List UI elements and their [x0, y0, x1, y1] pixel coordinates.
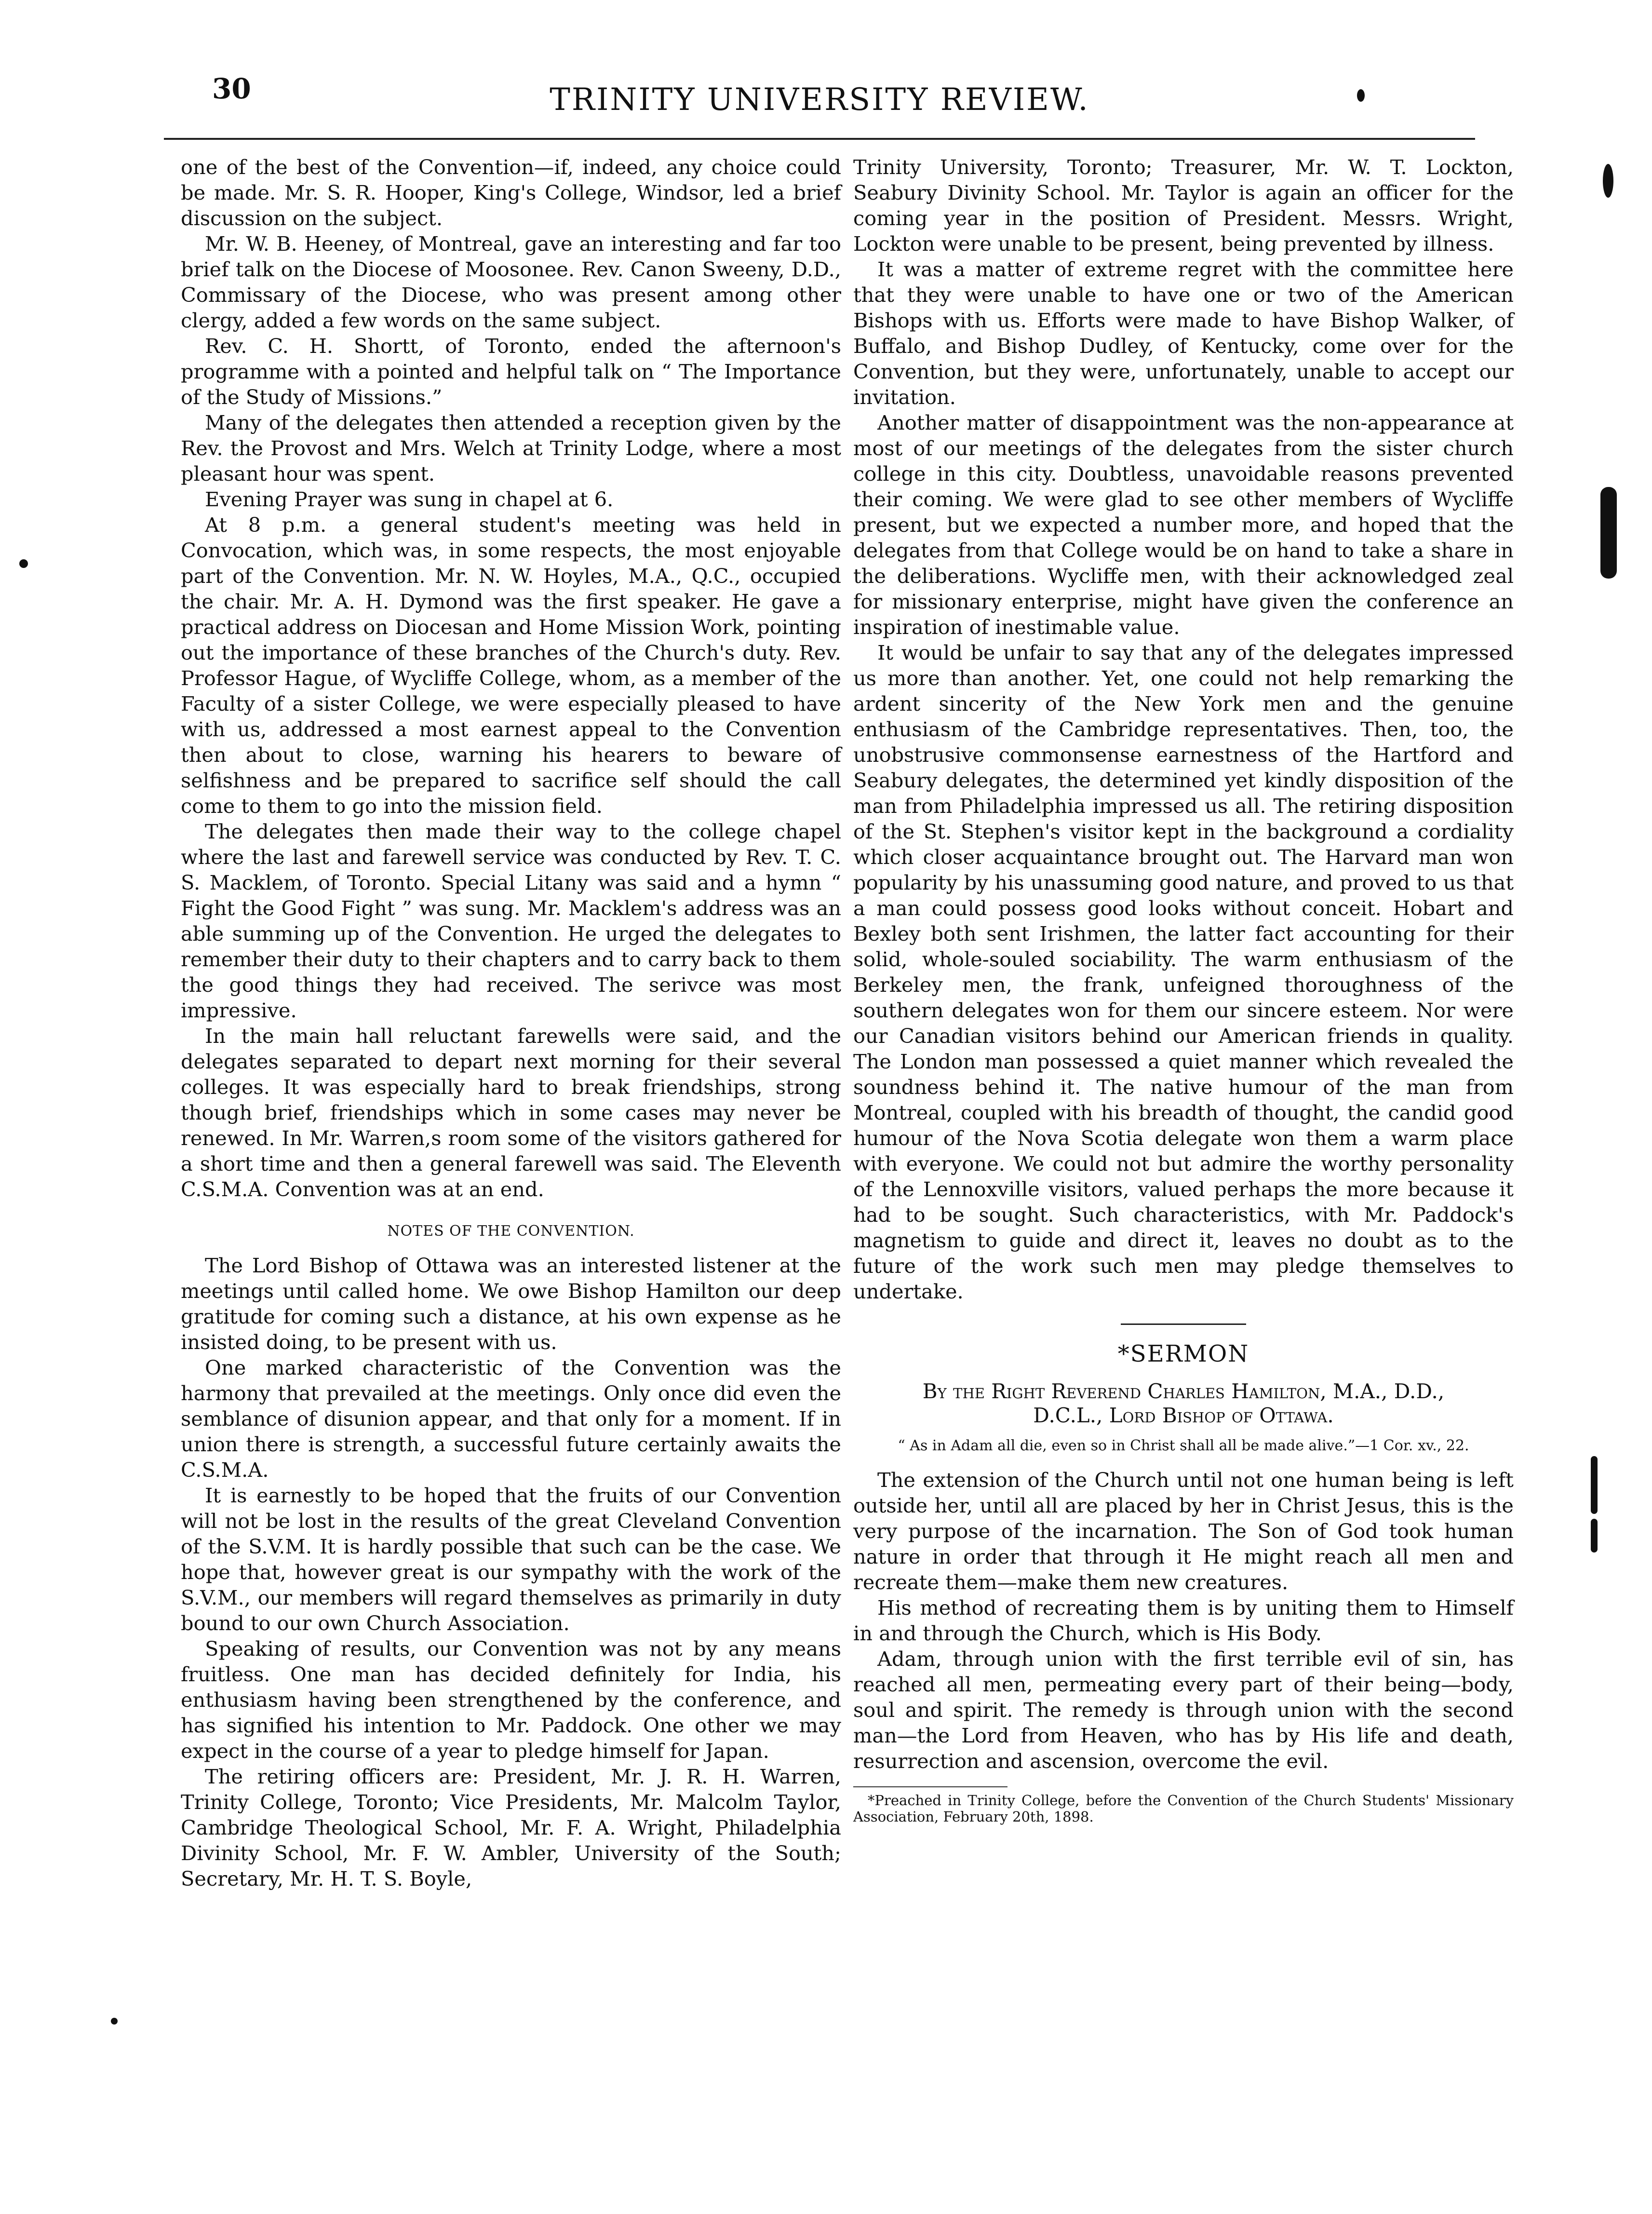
scan-speck [1603, 164, 1613, 198]
scan-speck [111, 2018, 118, 2025]
paragraph: Many of the delegates then attended a reception given by the Rev. the Provost and Mrs. Welch at Trinity Lodge, where a most pleasant hour was spent. [181, 411, 841, 486]
paragraph: Mr. W. B. Heeney, of Montreal, gave an interesting and far too brief talk on the Diocese of Moosonee. Rev. Canon Sweeny, D.D., Commissary of the Diocese, who was present among other clergy, added a few words on the same subject. [181, 232, 841, 332]
paragraph: Trinity University, Toronto; Treasurer, Mr. W. T. Lockton, Seabury Divinity School. Mr. Taylor is again an officer for the coming year in the position of President. Messrs. Wright, Lockton were unable to be present, being prevented by illness. [853, 155, 1514, 256]
paragraph: Rev. C. H. Shortt, of Toronto, ended the afternoon's programme with a pointed and helpful talk on “ The Importance of the Study of Missions.” [181, 334, 841, 409]
footnote-rule [853, 1786, 1007, 1787]
paragraph: The retiring officers are: President, Mr. J. R. H. Warren, Trinity College, Toronto; Vice Presidents, Mr. Malcolm Taylor, Cambridge Theological School, Mr. F. A. Wright, Philadelphia Divinity School, Mr. F. W. Ambler, University of the South; Secretary, Mr. H. T. S. Boyle, [181, 1765, 841, 1890]
scan-speck [19, 559, 28, 568]
sermon-byline [853, 1379, 1514, 1428]
scan-speck [1600, 487, 1617, 579]
paragraph: The delegates then made their way to the college chapel where the last and farewell service was conducted by Rev. T. C. S. Macklem, of Toronto. Special Litany was said and a hymn “ Fight the Good Fight ” was sung. Mr. Macklem's address was an able summing up of the Convention. He urged the delegates to remember their duty to their chapters and to carry back to them the good things they had received. The serivce was most impressive. [181, 820, 841, 1022]
byline-line-2: D.C.L., Lord Bishop of Ottawa. [1033, 1404, 1334, 1427]
page-header [164, 72, 1475, 125]
right-column [853, 154, 1514, 1825]
section-divider [1121, 1323, 1246, 1325]
paragraph: In the main hall reluctant farewells were said, and the delegates separated to depart next morning for their several colleges. It was especially hard to break friendships, strong though brief, friendships which in some cases may never be renewed. In Mr. Warren,s room some of the visitors gathered for a short time and then a general farewell was said. The Eleventh C.S.M.A. Convention was at an end. [181, 1024, 841, 1201]
sermon-title: *SERMON [1117, 1340, 1249, 1367]
paragraph: One marked characteristic of the Convention was the harmony that prevailed at the meetings. Only once did even the semblance of disunion appear, and that only for a moment. If in union there is strength, a successful future certainly awaits the C.S.M.A. [181, 1356, 841, 1482]
paragraph: At 8 p.m. a general student's meeting was held in Convocation, which was, in some respects, the most enjoyable part of the Convention. Mr. N. W. Hoyles, M.A., Q.C., occupied the chair. Mr. A. H. Dymond was the first speaker. He gave a practical address on Diocesan and Home Mission Work, pointing out the importance of these branches of the Church's duty. Rev. Professor Hague, of Wycliffe College, whom, as a member of the Faculty of a sister College, we were especially pleased to have with us, addressed a most earnest appeal to the Convention then about to close, warning his hearers to beware of selfishness and be prepared to sacrifice self should the call come to them to go into the mission field. [181, 513, 841, 818]
paragraph: The extension of the Church until not one human being is left outside her, until all are placed by her in Christ Jesus, this is the very purpose of the incarnation. The Son of God took human nature in order that through it He might reach all men and recreate them—make them new creatures. [853, 1468, 1514, 1594]
scan-speck [1591, 1519, 1598, 1552]
paragraph: one of the best of the Convention—if, indeed, any choice could be made. Mr. S. R. Hooper, King's College, Windsor, led a brief discussion on the subject. [181, 155, 841, 230]
scan-speck [1357, 89, 1365, 102]
paragraph: It is earnestly to be hoped that the fruits of our Convention will not be lost in the results of the great Cleveland Convention of the S.V.M. It is hardly possible that such can be the case. We hope that, however great is our sympathy with the work of the S.V.M., our members will regard themselves as primarily in duty bound to our own Church Association. [181, 1484, 841, 1635]
scan-speck [1591, 1456, 1598, 1514]
paragraph: Adam, through union with the first terrible evil of sin, has reached all men, permeating every part of their being—body, soul and spirit. The remedy is through union with the second man—the Lord from Heaven, who has by His life and death, resurrection and ascension, overcome the evil. [853, 1647, 1514, 1773]
paragraph: Another matter of disappointment was the non-appearance at most of our meetings of the delegates from the sister church college in this city. Doubtless, unavoidable reasons prevented their coming. We were glad to see other members of Wycliffe present, but we expected a number more, and hoped that the delegates from that College would be on hand to take a share in the deliberations. Wycliffe men, with their acknowledged zeal for missionary enterprise, might have given the conference an inspiration of inestimable value. [853, 411, 1514, 639]
paragraph: Speaking of results, our Convention was not by any means fruitless. One man has decided definitely for India, his enthusiasm having been strengthened by the conference, and has signified his intention to Mr. Paddock. One other we may expect in the course of a year to pledge himself for Japan. [181, 1637, 841, 1763]
page-number: 30 [212, 72, 251, 105]
byline-line-1: By the Right Reverend Charles Hamilton, M.A., D.D., [922, 1379, 1445, 1403]
header-rule [164, 138, 1475, 140]
paragraph: It would be unfair to say that any of the delegates impressed us more than another. Yet, one could not help remarking the ardent sincerity of the New York men and the genuine enthusiasm of the Cambridge representatives. Then, too, the unobstrusive commonsense earnestness of the Hartford and Seabury delegates, the determined yet kindly disposition of the man from Philadelphia impressed us all. The retiring disposition of the St. Stephen's visitor kept in the background a cordiality which closer acquaintance brought out. The Harvard man won popularity by his unassuming good nature, and proved to us that a man could possess good looks without conceit. Hobart and Bexley both sent Irishmen, the latter fact accounting for their solid, whole-souled sociability. The warm enthusiasm of the Berkeley men, the frank, unfeigned thoroughness of the southern delegates won for them our sincere esteem. Nor were our Canadian visitors behind our American friends in quality. The London man possessed a quiet manner which revealed the soundness behind it. The native humour of the man from Montreal, coupled with his breadth of thought, the candid good humour of the Nova Scotia delegate won them a warm place with everyone. We could not but admire the worthy personality of the Lennoxville visitors, valued perhaps the more because it had to be sought. Such characteristics, with Mr. Paddock's magnetism to guide and direct it, leaves no doubt as to the future of the work such men may pledge themselves to undertake. [853, 641, 1514, 1303]
sermon-epigraph: “ As in Adam all die, even so in Christ shall all be made alive.”—1 Cor. xv., 22. [898, 1437, 1469, 1454]
notes-heading: NOTES OF THE CONVENTION. [387, 1223, 635, 1240]
paragraph: His method of recreating them is by uniting them to Himself in and through the Church, which is His Body. [853, 1596, 1514, 1645]
paragraph: Evening Prayer was sung in chapel at 6. [205, 487, 614, 511]
left-column [181, 154, 841, 1891]
paragraph: It was a matter of extreme regret with the committee here that they were unable to have one or two of the American Bishops with us. Efforts were made to have Bishop Walker, of Buffalo, and Bishop Dudley, of Kentucky, come over for the Convention, but they were, unfortunately, unable to accept our invitation. [853, 257, 1514, 409]
paragraph: The Lord Bishop of Ottawa was an interested listener at the meetings until called home. We owe Bishop Hamilton our deep gratitude for coming such a distance, at his own expense as he insisted doing, to be present with us. [181, 1254, 841, 1354]
footnote: *Preached in Trinity College, before the Convention of the Church Students' Missionary Association, February 20th, 1898. [853, 1792, 1514, 1825]
running-title: TRINITY UNIVERSITY REVIEW. [550, 82, 1089, 118]
